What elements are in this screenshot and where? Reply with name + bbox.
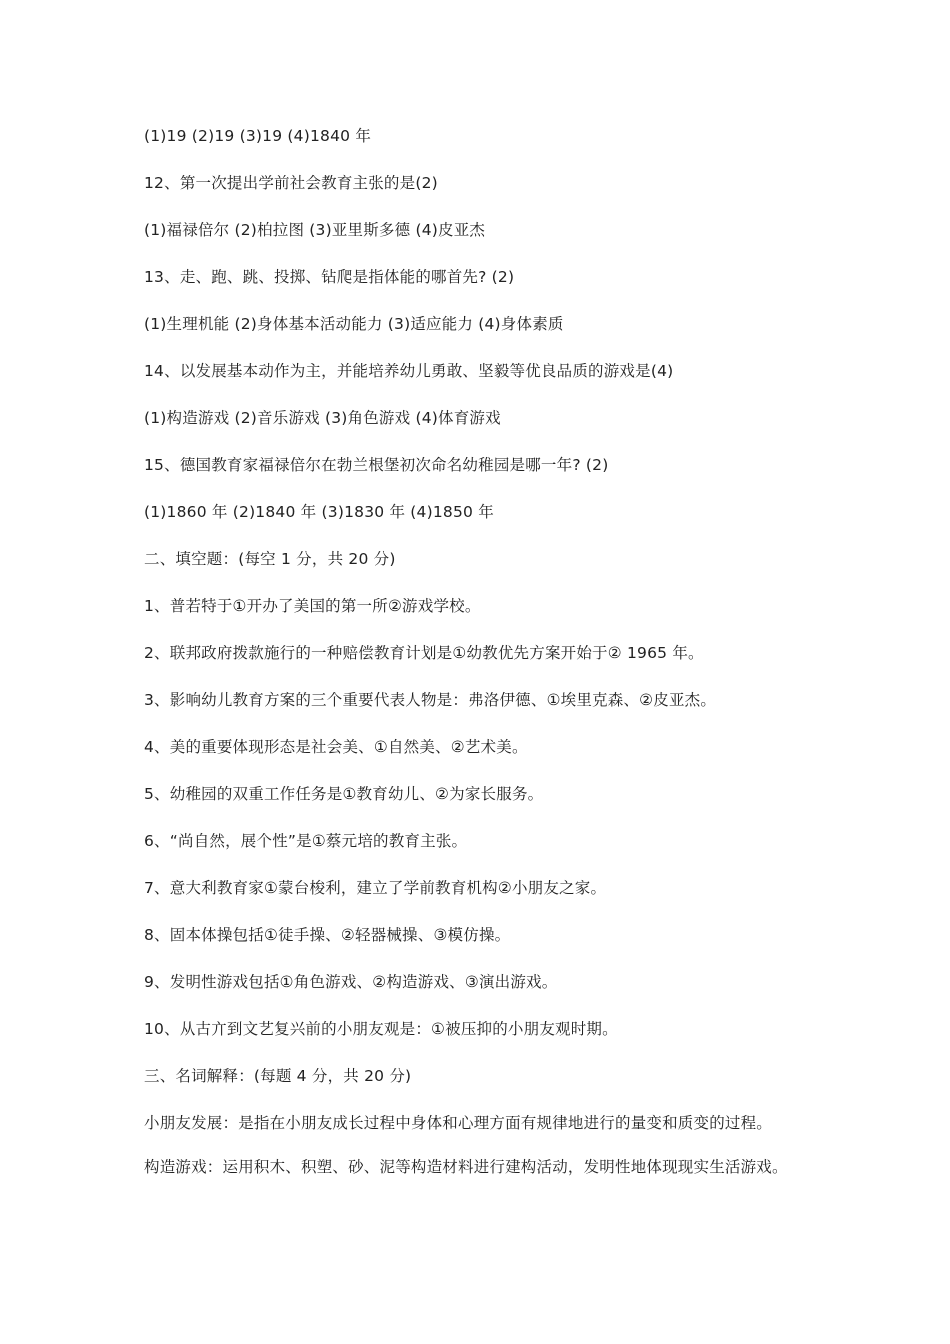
question-15: 15、德国教育家福禄倍尔在勃兰根堡初次命名幼稚园是哪一年? (2) bbox=[144, 456, 609, 474]
answer-options-q15: (1)1860 年 (2)1840 年 (3)1830 年 (4)1850 年 bbox=[144, 503, 494, 521]
question-12: 12、第一次提出学前社会教育主张的是(2) bbox=[144, 174, 438, 192]
fill-blank-9: 9、发明性游戏包括①角色游戏、②构造游戏、③演出游戏。 bbox=[144, 973, 558, 991]
fill-blank-7: 7、意大利教育家①蒙台梭利，建立了学前教育机构②小朋友之家。 bbox=[144, 879, 607, 897]
fill-blank-4: 4、美的重要体现形态是社会美、①自然美、②艺术美。 bbox=[144, 738, 528, 756]
fill-blank-5: 5、幼稚园的双重工作任务是①教育幼儿、②为家长服务。 bbox=[144, 785, 544, 803]
answer-options-q13: (1)生理机能 (2)身体基本活动能力 (3)适应能力 (4)身体素质 bbox=[144, 315, 564, 333]
fill-blank-2: 2、联邦政府拨款施行的一种赔偿教育计划是①幼教优先方案开始于② 1965 年。 bbox=[144, 644, 704, 662]
fill-blank-6: 6、“尚自然，展个性”是①蔡元培的教育主张。 bbox=[144, 832, 468, 850]
question-13: 13、走、跑、跳、投掷、钻爬是指体能的哪首先? (2) bbox=[144, 268, 515, 286]
question-14: 14、以发展基本动作为主，并能培养幼儿勇敢、坚毅等优良品质的游戏是(4) bbox=[144, 362, 674, 380]
document-body bbox=[144, 123, 814, 1200]
fill-blank-10: 10、从古亣到文艺复兴前的小朋友观是：①被压抑的小朋友观时期。 bbox=[144, 1020, 618, 1038]
section-heading-fill-blank: 二、填空题：(每空 1 分，共 20 分) bbox=[144, 550, 396, 568]
fill-blank-8: 8、固本体操包括①徒手操、②轻器械操、③模仿操。 bbox=[144, 926, 511, 944]
section-heading-term-definitions: 三、名词解释：(每题 4 分，共 20 分) bbox=[144, 1067, 412, 1085]
answer-options-q11: (1)19 (2)19 (3)19 (4)1840 年 bbox=[144, 127, 372, 145]
definition-construction-play: 构造游戏：运用积木、积塑、砂、泥等构造材料进行建构活动，发明性地体现现实生活游戏。 bbox=[144, 1158, 788, 1176]
answer-options-q12: (1)福禄倍尔 (2)柏拉图 (3)亚里斯多德 (4)皮亚杰 bbox=[144, 221, 486, 239]
definition-child-development: 小朋友发展：是指在小朋友成长过程中身体和心理方面有规律地进行的量变和质变的过程。 bbox=[144, 1114, 773, 1132]
answer-options-q14: (1)构造游戏 (2)音乐游戏 (3)角色游戏 (4)体育游戏 bbox=[144, 409, 501, 427]
fill-blank-3: 3、影响幼儿教育方案的三个重要代表人物是：弗洛伊德、①埃里克森、②皮亚杰。 bbox=[144, 691, 717, 709]
fill-blank-1: 1、普若特于①开办了美国的第一所②游戏学校。 bbox=[144, 597, 481, 615]
